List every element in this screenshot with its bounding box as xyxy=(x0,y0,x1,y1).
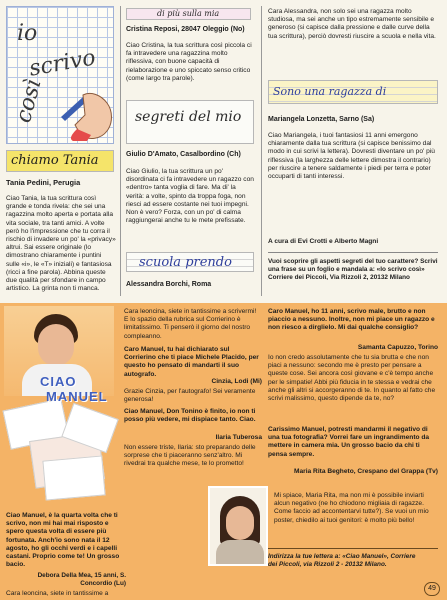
title-ciao: CIAO xyxy=(40,374,77,389)
reply-debora: Cara leoncina, siete in tantissime a scrivermi! E lo spazio della rubrica sul Corrierino è limitatissimo. Ti penserò il giorno del nostro compleanno. xyxy=(124,308,257,340)
reply-maria-rita: Mi spiace, Maria Rita, ma non mi è possibile inviarti alcun negativo (ne ho chiodono migliaia di ragazze. Come faccio ad accontentarvi tutte?). Se vuoi un mio poster, chiedilo ai tuoi genitori: è molto più bello! xyxy=(274,492,429,524)
body-alessandra: Cara Alessandra, non solo sei una ragazza molto studiosa, ma sei anche un tipo estremamente sensibile e generoso (si capisce dalla pressione e dalle curve della tua scrittura), perciò dovresti riuscire a scuola e nella vita. xyxy=(268,8,436,40)
letter-samanta: Caro Manuel, ho 11 anni, scrivo male, brutto e non piaccio a nessuno. Inoltre, non mi piace un ragazzo e non riesco a dirglielo. Mi dai qualche consiglio? xyxy=(268,308,435,332)
letter-maria-rita: Carissimo Manuel, potresti mandarmi il negativo di una tua fotografia? Vorrei fare un ingrandimento da mettere in camera mia. Un grosso bacio da chi ti pensa sempre. xyxy=(268,426,430,458)
caption-tania: Tania Pedini, Perugia xyxy=(6,178,81,187)
logo-word-io: io xyxy=(17,21,38,46)
letter-debora: Ciao Manuel, è la quarta volta che ti scrivo, non mi hai mai risposto e spero questa volta di essere più fortunata. Anch'io sono nata il 12 agosto, ho gli occhi verdi e i capelli castani. Proprio come te! Un grosso bacio. xyxy=(6,512,120,569)
logo-word-scrivo: scrivo xyxy=(27,45,98,82)
sample-text-giulio: segreti del mio xyxy=(135,109,242,125)
title-manuel: MANUEL xyxy=(46,389,108,404)
caption-mariangela: Mariangela Lonzetta, Sarno (Sa) xyxy=(268,116,375,123)
hand-with-pen-icon xyxy=(57,77,115,143)
caption-alessandra: Alessandra Borchi, Roma xyxy=(126,281,212,288)
letter-ilaria: Ciao Manuel, Don Tonino è finito, io non ti posso più vedere, mi dispiace tanto. Ciao. xyxy=(124,408,256,424)
reply-cinzia: Grazie Cinzia, per l'autografo! Sei veramente generosa! xyxy=(124,388,256,404)
ciao-manuel-title xyxy=(40,374,130,404)
box-divider xyxy=(268,252,438,253)
reply-ilaria: Non essere triste, Ilaria: sto preparando delle sorprese che ti piaceranno senz'altro. Mi rivedrai tra qualche mese, te lo prometto! xyxy=(124,444,256,468)
sample-text-tania: chiamo Tania xyxy=(11,153,99,168)
handwriting-sample-giulio xyxy=(126,100,254,144)
girl-shirt xyxy=(216,540,264,566)
caption-cristina: Cristina Reposi, 28047 Oleggio (No) xyxy=(126,26,245,33)
column-divider-1 xyxy=(120,6,121,296)
logo-word-cosi: così xyxy=(11,76,47,126)
body-mariangela: Ciao Mariangela, i tuoi fantasiosi 11 anni emergono chiaramente dalla tua scrittura (si capisce benissimo dal modo in cui scrivi la lettera). Dovresti diventare un po' più riflessiva (la larghezza delle lettere dimostra il contrario) per riuscire a tenere saldamente i piedi per terra e poter occuparti di tanti interessi. xyxy=(268,132,435,181)
page-number: 49 xyxy=(424,582,440,596)
sample-text-mariangela: Sono una ragazza di xyxy=(273,85,387,98)
body-cristina: Ciao Cristina, la tua scrittura così piccola ci fa intravedere una ragazzina molto riflessiva, con buone capacità di rielaborazione e uno spiccato senso critico (come largo tra parole). xyxy=(126,42,252,82)
logo-grid-paper xyxy=(6,6,114,144)
address-box-divider xyxy=(268,548,438,549)
body-giulio: Ciao Giulio, la tua scrittura un po' disordinata ci fa intravedere un ragazzo con «dentro» tanta voglia di fare. Ma di' la verità: a volte, spinto da troppa foga, non riesci ad essere costante nei tuoi impegni. Non è vero? Forza, con un po' di calma raggiungerai anche tu le mete prefissate. xyxy=(126,168,254,225)
handwriting-sample-alessandra xyxy=(126,252,254,272)
reply-debora-start: Cara leoncina, siete in tantissime a xyxy=(6,590,109,597)
sample-text-alessandra: scuola prendo xyxy=(139,255,232,270)
letter-maria-rita-sign: Maria Rita Begheto, Crespano del Grappa (Tv) xyxy=(294,468,438,475)
letter-cinzia: Caro Manuel, tu hai dichiarato sul Corrierino che ti piace Michele Placido, per questo ho pensato di mandarti il suo autografo. xyxy=(124,346,259,378)
letter-ilaria-sign: Ilaria Tuberosa xyxy=(215,434,262,441)
body-tania: Ciao Tania, la tua scrittura così grande e tonda rivela: che sei una ragazzina molto aperta e portata alla vita sociale, tra tanti amici. A volte però ho l'impressione che tu corra il rischio di invadere un po' la «privacy» altrui. Sai essere originale (lo dimostrano chiaramente i puntini sulle «i», le «T» iniziali) e fantasiosa (ricci a fine parola). Abbina queste due qualità per sfondare in campo artistico. La grinta non ti manca. xyxy=(6,195,116,293)
handwriting-sample-tania xyxy=(6,150,114,172)
submission-box-io-scrivo-cosi: Vuoi scoprire gli aspetti segreti del tuo carattere? Scrivi una frase su un foglio e mandala a: «Io scrivo così» Corriere dei Piccoli, Via Rizzoli 2, 20132 Milano xyxy=(268,258,438,282)
handwriting-sample-mariangela xyxy=(268,80,438,104)
manuel-face xyxy=(38,324,74,366)
maria-rita-photo xyxy=(208,486,268,566)
column-divider-2 xyxy=(261,6,262,296)
girl-face xyxy=(226,506,254,540)
letter-samanta-sign: Samanta Capuzzo, Torino xyxy=(357,344,438,351)
caption-giulio: Giulio D'Amato, Casalbordino (Ch) xyxy=(126,151,241,158)
letter-cinzia-sign: Cinzia, Lodi (Mi) xyxy=(211,378,262,385)
sample-text-cristina: di più sulla mia xyxy=(157,9,220,18)
credits: A cura di Evi Crotti e Alberto Magni xyxy=(268,238,379,245)
envelope-collage xyxy=(4,396,116,506)
reply-samanta: Io non credo assolutamente che tu sia brutta e che non piaci a nessuno: secondo me è presto per pensare a queste cose. Sei ancora così giovane e c'è tempo anche per le simpatie! Abbi più fiducia in te stessa e vedrai che anche gli altri si accorgeranno di te. In quanto al fatto che scrivi malissimo, questo dipende da te, no? xyxy=(268,354,436,403)
handwriting-sample-cristina xyxy=(126,8,251,20)
envelope-4 xyxy=(42,455,105,500)
address-box-ciao-manuel: Indirizza la tue lettera a: «Ciao Manuel», Corriere dei Piccoli, via Rizzoli 2 - 20132 Milano. xyxy=(268,553,416,569)
letter-debora-sign: Debora Della Mea, 15 anni, S. Concordio (Lu) xyxy=(37,572,126,588)
